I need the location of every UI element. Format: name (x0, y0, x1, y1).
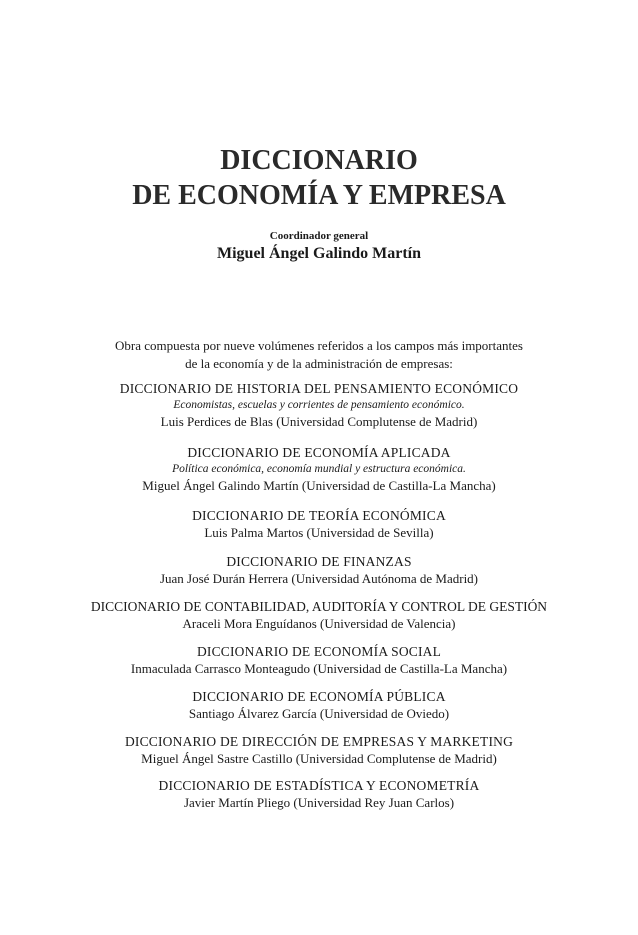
volume-title: DICCIONARIO DE CONTABILIDAD, AUDITORÍA Y CONTROL DE GESTIÓN (90, 599, 548, 614)
volume-author: Luis Perdices de Blas (Universidad Complutense de Madrid) (160, 414, 478, 429)
volume-public-economy (0, 688, 638, 723)
intro-line-1: Obra compuesta por nueve volúmenes referidos a los campos más importantes (115, 338, 523, 353)
book-title-line-1: DICCIONARIO (220, 145, 418, 176)
coordinator-name: Miguel Ángel Galindo Martín (217, 245, 421, 262)
volume-author: Inmaculada Carrasco Monteagudo (Universidad de Castilla-La Mancha) (130, 661, 508, 676)
volume-subtitle: Política económica, economía mundial y estructura económica. (172, 463, 466, 475)
volume-title: DICCIONARIO DE DIRECCIÓN DE EMPRESAS Y MARKETING (124, 734, 514, 749)
volume-subtitle: Economistas, escuelas y corrientes de pensamiento económico. (173, 399, 465, 411)
volume-author: Miguel Ángel Galindo Martín (Universidad de Castilla-La Mancha) (142, 478, 496, 493)
volume-author: Luis Palma Martos (Universidad de Sevilla) (204, 525, 434, 540)
volume-title: DICCIONARIO DE ECONOMÍA SOCIAL (196, 644, 442, 659)
intro-text (0, 337, 638, 373)
volume-applied-economics (0, 444, 638, 495)
volume-title: DICCIONARIO DE TEORÍA ECONÓMICA (192, 508, 446, 523)
volume-title: DICCIONARIO DE ECONOMÍA PÚBLICA (192, 689, 446, 704)
volume-author: Araceli Mora Enguídanos (Universidad de Valencia) (182, 616, 456, 631)
book-title-line-2: DE ECONOMÍA Y EMPRESA (132, 180, 506, 211)
volume-accounting-auditing (0, 598, 638, 633)
volume-title: DICCIONARIO DE FINANZAS (226, 554, 412, 569)
volume-social-economy (0, 643, 638, 678)
volume-finance (0, 553, 638, 588)
volume-title: DICCIONARIO DE ESTADÍSTICA Y ECONOMETRÍA (158, 778, 480, 793)
volume-business-management-marketing (0, 733, 638, 768)
intro-line-2: de la economía y de la administración de empresas: (185, 356, 453, 371)
volume-history-economic-thought (0, 380, 638, 431)
volume-author: Juan José Durán Herrera (Universidad Autónoma de Madrid) (159, 571, 479, 586)
volume-title: DICCIONARIO DE ECONOMÍA APLICADA (187, 445, 451, 460)
volume-economic-theory (0, 507, 638, 542)
volume-author: Miguel Ángel Sastre Castillo (Universidad Complutense de Madrid) (141, 751, 497, 766)
coordinator-label: Coordinador general (269, 230, 369, 242)
volume-author: Santiago Álvarez García (Universidad de Oviedo) (188, 706, 450, 721)
volume-statistics-econometrics (0, 777, 638, 812)
volume-title: DICCIONARIO DE HISTORIA DEL PENSAMIENTO ECONÓMICO (119, 381, 519, 396)
volume-author: Javier Martín Pliego (Universidad Rey Juan Carlos) (183, 795, 455, 810)
